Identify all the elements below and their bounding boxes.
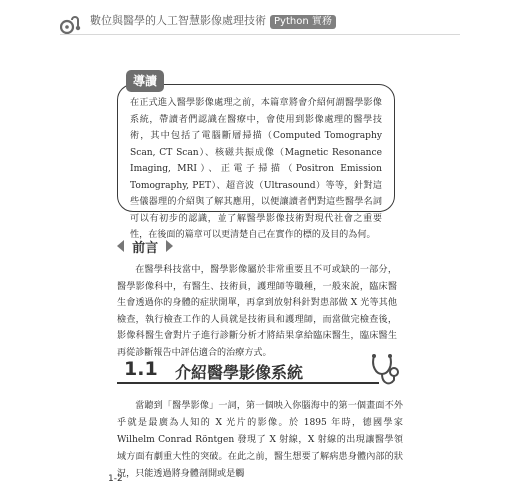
section-number: 1.1 [124, 358, 158, 380]
book-title [90, 13, 336, 29]
intro-box [117, 84, 395, 240]
preface-title: 前言 [132, 241, 159, 256]
intro-label: 導讀 [126, 70, 164, 92]
triangle-left-icon [117, 237, 124, 256]
section-title: 介紹醫學影像系統 [175, 363, 304, 382]
section-heading [117, 356, 407, 386]
python-badge: Python 實務 [270, 15, 336, 29]
page-header [0, 0, 520, 40]
book-title-text: 數位與醫學的人工智慧影像處理技術 [90, 14, 266, 27]
section-body [117, 398, 403, 483]
preface-body [117, 262, 397, 362]
triangle-right-icon [166, 237, 173, 256]
section-underline [117, 382, 379, 384]
preface-paragraph: 在醫學科技當中，醫學影像屬於非常重要且不可或缺的一部分，醫學影像科中，有醫生、技術員，護理師等職種，一般來說，臨床醫生會透過你的身體的症狀開單，再拿到放射科針對患部做 X 光等其他檢查，執行檢查工作的人員就是技術員和護理師，而當做完檢查後，影像科醫生會對片子進行診斷分析才將結果拿給臨床醫生，臨床醫生再從診斷報告中評估適合的治療方式。 [117, 265, 397, 358]
intro-text: 在正式進入醫學影像處理之前，本篇章將會介紹何謂醫學影像系統，帶讀者們認識在醫療中，會使用到影像處理的醫學技術，其中包括了電腦斷層掃描（Computed Tomography Scan, CT Scan）、核磁共振成像（Magnetic Resonance Imaging, MRI）、正電子掃描（Positron Emission Tomography, PET）、超音波（Ultrasound）等等，針對這些儀器理的介紹與了解其應用，以便讓讀者們對這些醫學名詞可以有初步的認識，並了解醫學影像技術對現代社會之重要性，在後面的篇章可以更清楚自己在實作的標的及目的為何。 [130, 98, 382, 240]
page-number: 1-2 [108, 474, 123, 484]
section-paragraph: 當聽到「醫學影像」一詞，第一個映入你腦海中的第一個畫面不外乎就是最廣為人知的 X 光片的影像。於 1895 年時，德國學家 Wilhelm Conrad Röntgen 發現了 X 射線，X 射線的出現讓醫學領域方面有劇重大性的突破。在此之前，醫生想要了解病患身體內部的狀況，只能透過將身體剖開或是觸 [117, 401, 403, 479]
header-divider [60, 34, 460, 35]
preface-heading [117, 236, 173, 254]
stethoscope-logo-icon [60, 14, 84, 40]
stethoscope-icon [368, 352, 402, 394]
